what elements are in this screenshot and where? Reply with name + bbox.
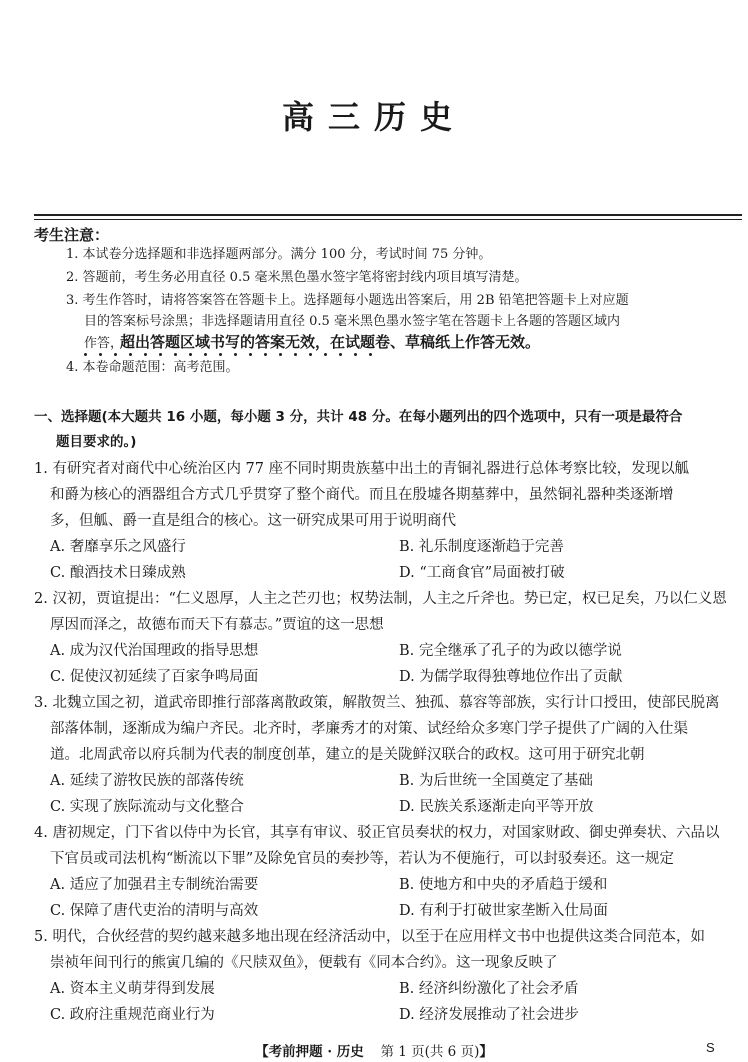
notice-item-3-cont2: 作答， [84,336,124,351]
q4-option-c: C. 保障了唐代吏治的清明与高效 [50,903,259,919]
q3-option-a: A. 延续了游牧民族的部落传统 [50,773,244,789]
q1-option-a: A. 奢靡享乐之风盛行 [50,539,186,555]
page-number: 第 1 页(共 6 页) [380,1044,480,1060]
q5-option-d: D. 经济发展推动了社会进步 [399,1007,579,1023]
q1-stem-line3: 多，但觚、爵一直是组合的核心。这一研究成果可用于说明商代 [50,513,456,529]
footer-right: 】 [479,1044,493,1060]
q1-option-d: D. “工商食官”局面被打破 [399,565,565,581]
q4-stem-line2: 下官员或司法机构“断流以下罪”及除免官员的奏抄等，若认为不便施行，可以封驳奏还。这一规定 [50,851,674,867]
q2-option-b: B. 完全继承了孔子的为政以德学说 [399,643,622,659]
q4-option-d: D. 有利于打破世家垄断入仕局面 [399,903,608,919]
q3-stem-line2: 部落体制，逐渐成为编户齐民。北齐时，孝廉秀才的对策、试经给众多寒门学子提供了广阔的入仕渠 [50,721,688,737]
header-rule-thick [34,214,742,216]
q3-option-c: C. 实现了族际流动与文化整合 [50,799,244,815]
page-title: 高三历史 [281,98,466,136]
section-heading-cont: 题目要求的。) [56,434,137,450]
notice-item-1: 1. 本试卷分选择题和非选择题两部分。满分 100 分，考试时间 75 分钟。 [66,247,492,262]
notice-item-4: 4. 本卷命题范围：高考范围。 [66,360,239,375]
header-rule-thin [34,219,742,220]
q5-option-a: A. 资本主义萌芽得到发展 [50,981,215,997]
q2-stem-line1: 2. 汉初，贾谊提出：“仁义恩厚，人主之芒刃也；权势法制，人主之斤斧也。势已定，权已足矣，乃以仁义恩 [34,591,727,607]
q3-option-b: B. 为后世统一全国奠定了基础 [399,773,593,789]
q2-stem-line2: 厚因而泽之，故德布而天下有慕志。”贾谊的这一思想 [50,617,384,633]
q4-option-b: B. 使地方和中央的矛盾趋于缓和 [399,877,608,893]
q5-stem-line1: 5. 明代，合伙经营的契约越来越多地出现在经济活动中，以至于在应用样文书中也提供这类合同范本，如 [34,929,705,945]
q3-stem-line3: 道。北周武帝以府兵制为代表的制度创革，建立的是关陇鲜汉联合的政权。这可用于研究北朝 [50,747,645,763]
q3-option-d: D. 民族关系逐渐走向平等开放 [399,799,594,815]
notice-heading: 考生注意： [34,226,110,244]
q5-option-c: C. 政府注重规范商业行为 [50,1007,215,1023]
emphasis-dots [84,353,384,357]
q2-option-c: C. 促使汉初延续了百家争鸣局面 [50,669,259,685]
q4-option-a: A. 适应了加强君主专制统治需要 [50,877,259,893]
page-footer [0,1040,748,1060]
footer-corner-mark: S [706,1040,715,1055]
q2-option-a: A. 成为汉代治国理政的指导思想 [50,643,259,659]
q5-option-b: B. 经济纠纷激化了社会矛盾 [399,981,579,997]
q1-option-b: B. 礼乐制度逐渐趋于完善 [399,539,564,555]
q1-stem-line2: 和爵为核心的酒器组合方式几乎贯穿了整个商代。而且在殷墟各期墓葬中，虽然铜礼器种类逐渐增 [50,487,674,503]
notice-item-3-cont: 目的答案标号涂黑；非选择题请用直径 0.5 毫米黑色墨水签字笔在答题卡上各题的答题区域内 [84,314,620,329]
q4-stem-line1: 4. 唐初规定，门下省以侍中为长官，其享有审议、驳正官员奏状的权力，对国家财政、御史弹奏状、六品以 [34,825,720,841]
q3-stem-line1: 3. 北魏立国之初，道武帝即推行部落离散政策，解散贺兰、独孤、慕容等部族，实行计口授田，使部民脱离 [34,695,720,711]
q1-option-c: C. 酿酒技术日臻成熟 [50,565,186,581]
q2-option-d: D. 为儒学取得独尊地位作出了贡献 [399,669,623,685]
notice-emphasis: 超出答题区域书写的答案无效，在试题卷、草稿纸上作答无效。 [120,333,541,351]
q5-stem-line2: 崇祯年间刊行的熊寅几编的《尺牍双鱼》，便载有《同本合约》。这一现象反映了 [50,955,558,971]
notice-item-2: 2. 答题前，考生务必用直径 0.5 毫米黑色墨水签字笔将密封线内项目填写清楚。 [66,270,528,285]
q1-stem-line1: 1. 有研究者对商代中心统治区内 77 座不同时期贵族墓中出土的青铜礼器进行总体考察比较，发现以觚 [34,461,690,477]
notice-item-3: 3. 考生作答时，请将答案答在答题卡上。选择题每小题选出答案后，用 2B 铅笔把答题卡上对应题 [66,293,629,308]
section-heading: 一、选择题(本大题共 16 小题，每小题 3 分，共计 48 分。在每小题列出的四个选项中，只有一项是最符合 [34,409,683,425]
footer-left: 【考前押题 · 历史 [255,1044,364,1060]
